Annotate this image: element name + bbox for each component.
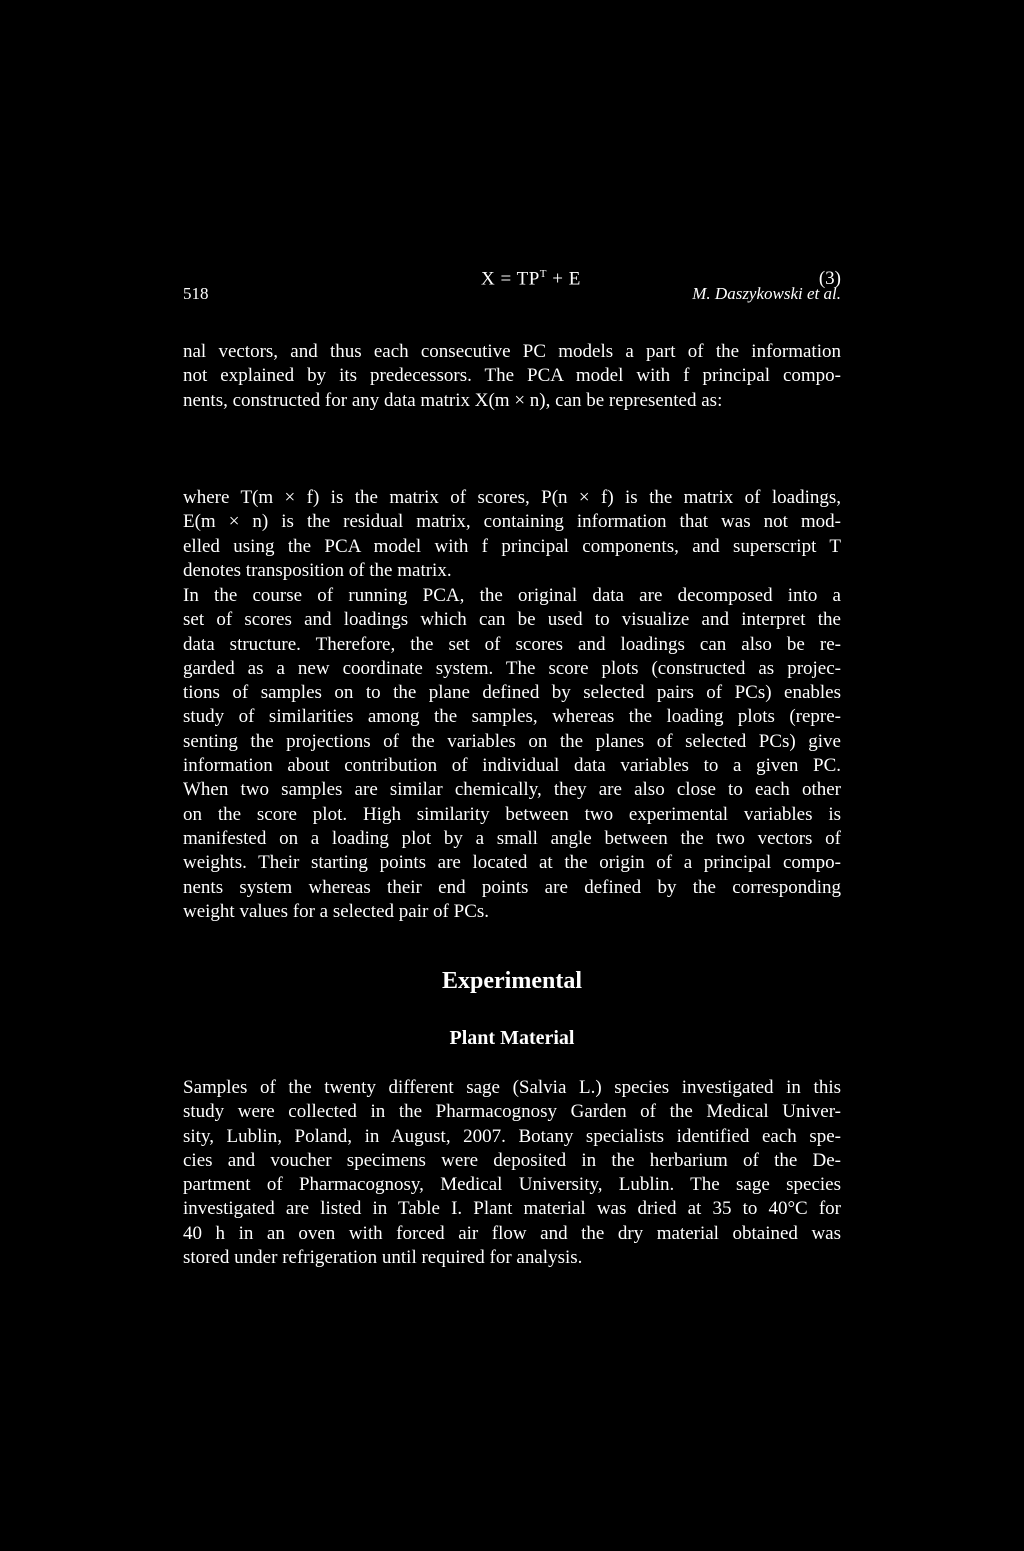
text-line: set of scores and loadings which can be used to visualize and interpret the: [183, 609, 841, 631]
text-line: weights. Their starting points are located at the origin of a principal compo-: [183, 852, 841, 874]
text-line: In the course of running PCA, the original data are decomposed into a: [183, 585, 841, 606]
text-line: nal vectors, and thus each consecutive PC models a part of the information: [183, 341, 841, 362]
text-line: on the score plot. High similarity between two experimental variables is: [183, 803, 841, 825]
text-line: nents, constructed for any data matrix X(m × n), can be represented as:: [183, 389, 723, 411]
paragraph-plant-material: [183, 1076, 841, 1270]
text-line: study of similarities among the samples, whereas the loading plots (repre-: [183, 706, 841, 728]
text-line: manifested on a loading plot by a small angle between the two vectors of: [183, 827, 841, 849]
text-line: information about contribution of individual data variables to a given PC.: [183, 755, 841, 777]
equation-lhs: X = TP: [481, 268, 540, 290]
text-line: elled using the PCA model with f principal components, and superscript T: [183, 535, 841, 557]
text-line: garded as a new coordinate system. The score plots (constructed as projec-: [183, 657, 841, 679]
text-line: nents system whereas their end points are defined by the corresponding: [183, 876, 841, 898]
text-line: weight values for a selected pair of PCs.: [183, 900, 490, 922]
text-line: senting the projections of the variables on the planes of selected PCs) give: [183, 730, 841, 752]
text-line: where T(m × f) is the matrix of scores, P(n × f) is the matrix of loadings,: [183, 487, 841, 508]
text-line: Samples of the twenty different sage (Salvia L.) species investigated in this: [183, 1077, 841, 1098]
running-head: M. Daszykowski et al.: [692, 284, 841, 303]
text-line: When two samples are similar chemically, they are also close to each other: [183, 779, 841, 801]
text-line: partment of Pharmacognosy, Medical University, Lublin. The sage species: [183, 1174, 841, 1196]
text-line: sity, Lublin, Poland, in August, 2007. Botany specialists identified each spe-: [183, 1125, 841, 1147]
equation-rhs: + E: [547, 268, 581, 290]
text-line: 40 h in an oven with forced air flow and the dry material obtained was: [183, 1222, 841, 1244]
text-line: cies and voucher specimens were deposited in the herbarium of the De-: [183, 1149, 841, 1171]
paragraph-equation-definitions: [183, 486, 841, 583]
text-line: denotes transposition of the matrix.: [183, 559, 452, 581]
subsection-heading-plant-material: Plant Material: [449, 1027, 575, 1049]
text-line: data structure. Therefore, the set of scores and loadings can also be re-: [183, 633, 841, 655]
equation-3: [183, 268, 841, 296]
text-line: tions of samples on to the plane defined by selected pairs of PCs) enables: [183, 682, 841, 704]
equation-number: (3): [818, 268, 841, 289]
text-line: E(m × n) is the residual matrix, containing information that was not mod-: [183, 511, 841, 533]
section-heading-experimental: Experimental: [442, 968, 582, 994]
text-line: not explained by its predecessors. The PCA model with f principal compo-: [183, 365, 841, 387]
text-line: study were collected in the Pharmacognosy Garden of the Medical Univer-: [183, 1101, 841, 1123]
equation-superscript: T: [539, 268, 548, 280]
paragraph-pca-intro: [183, 340, 841, 413]
page-number: 518: [183, 284, 209, 303]
paragraph-scores-loadings: [183, 584, 841, 924]
text-line: investigated are listed in Table I. Plant material was dried at 35 to 40°C for: [183, 1198, 841, 1220]
equation-expression: [481, 268, 581, 290]
text-line: stored under refrigeration until required for analysis.: [183, 1247, 583, 1269]
